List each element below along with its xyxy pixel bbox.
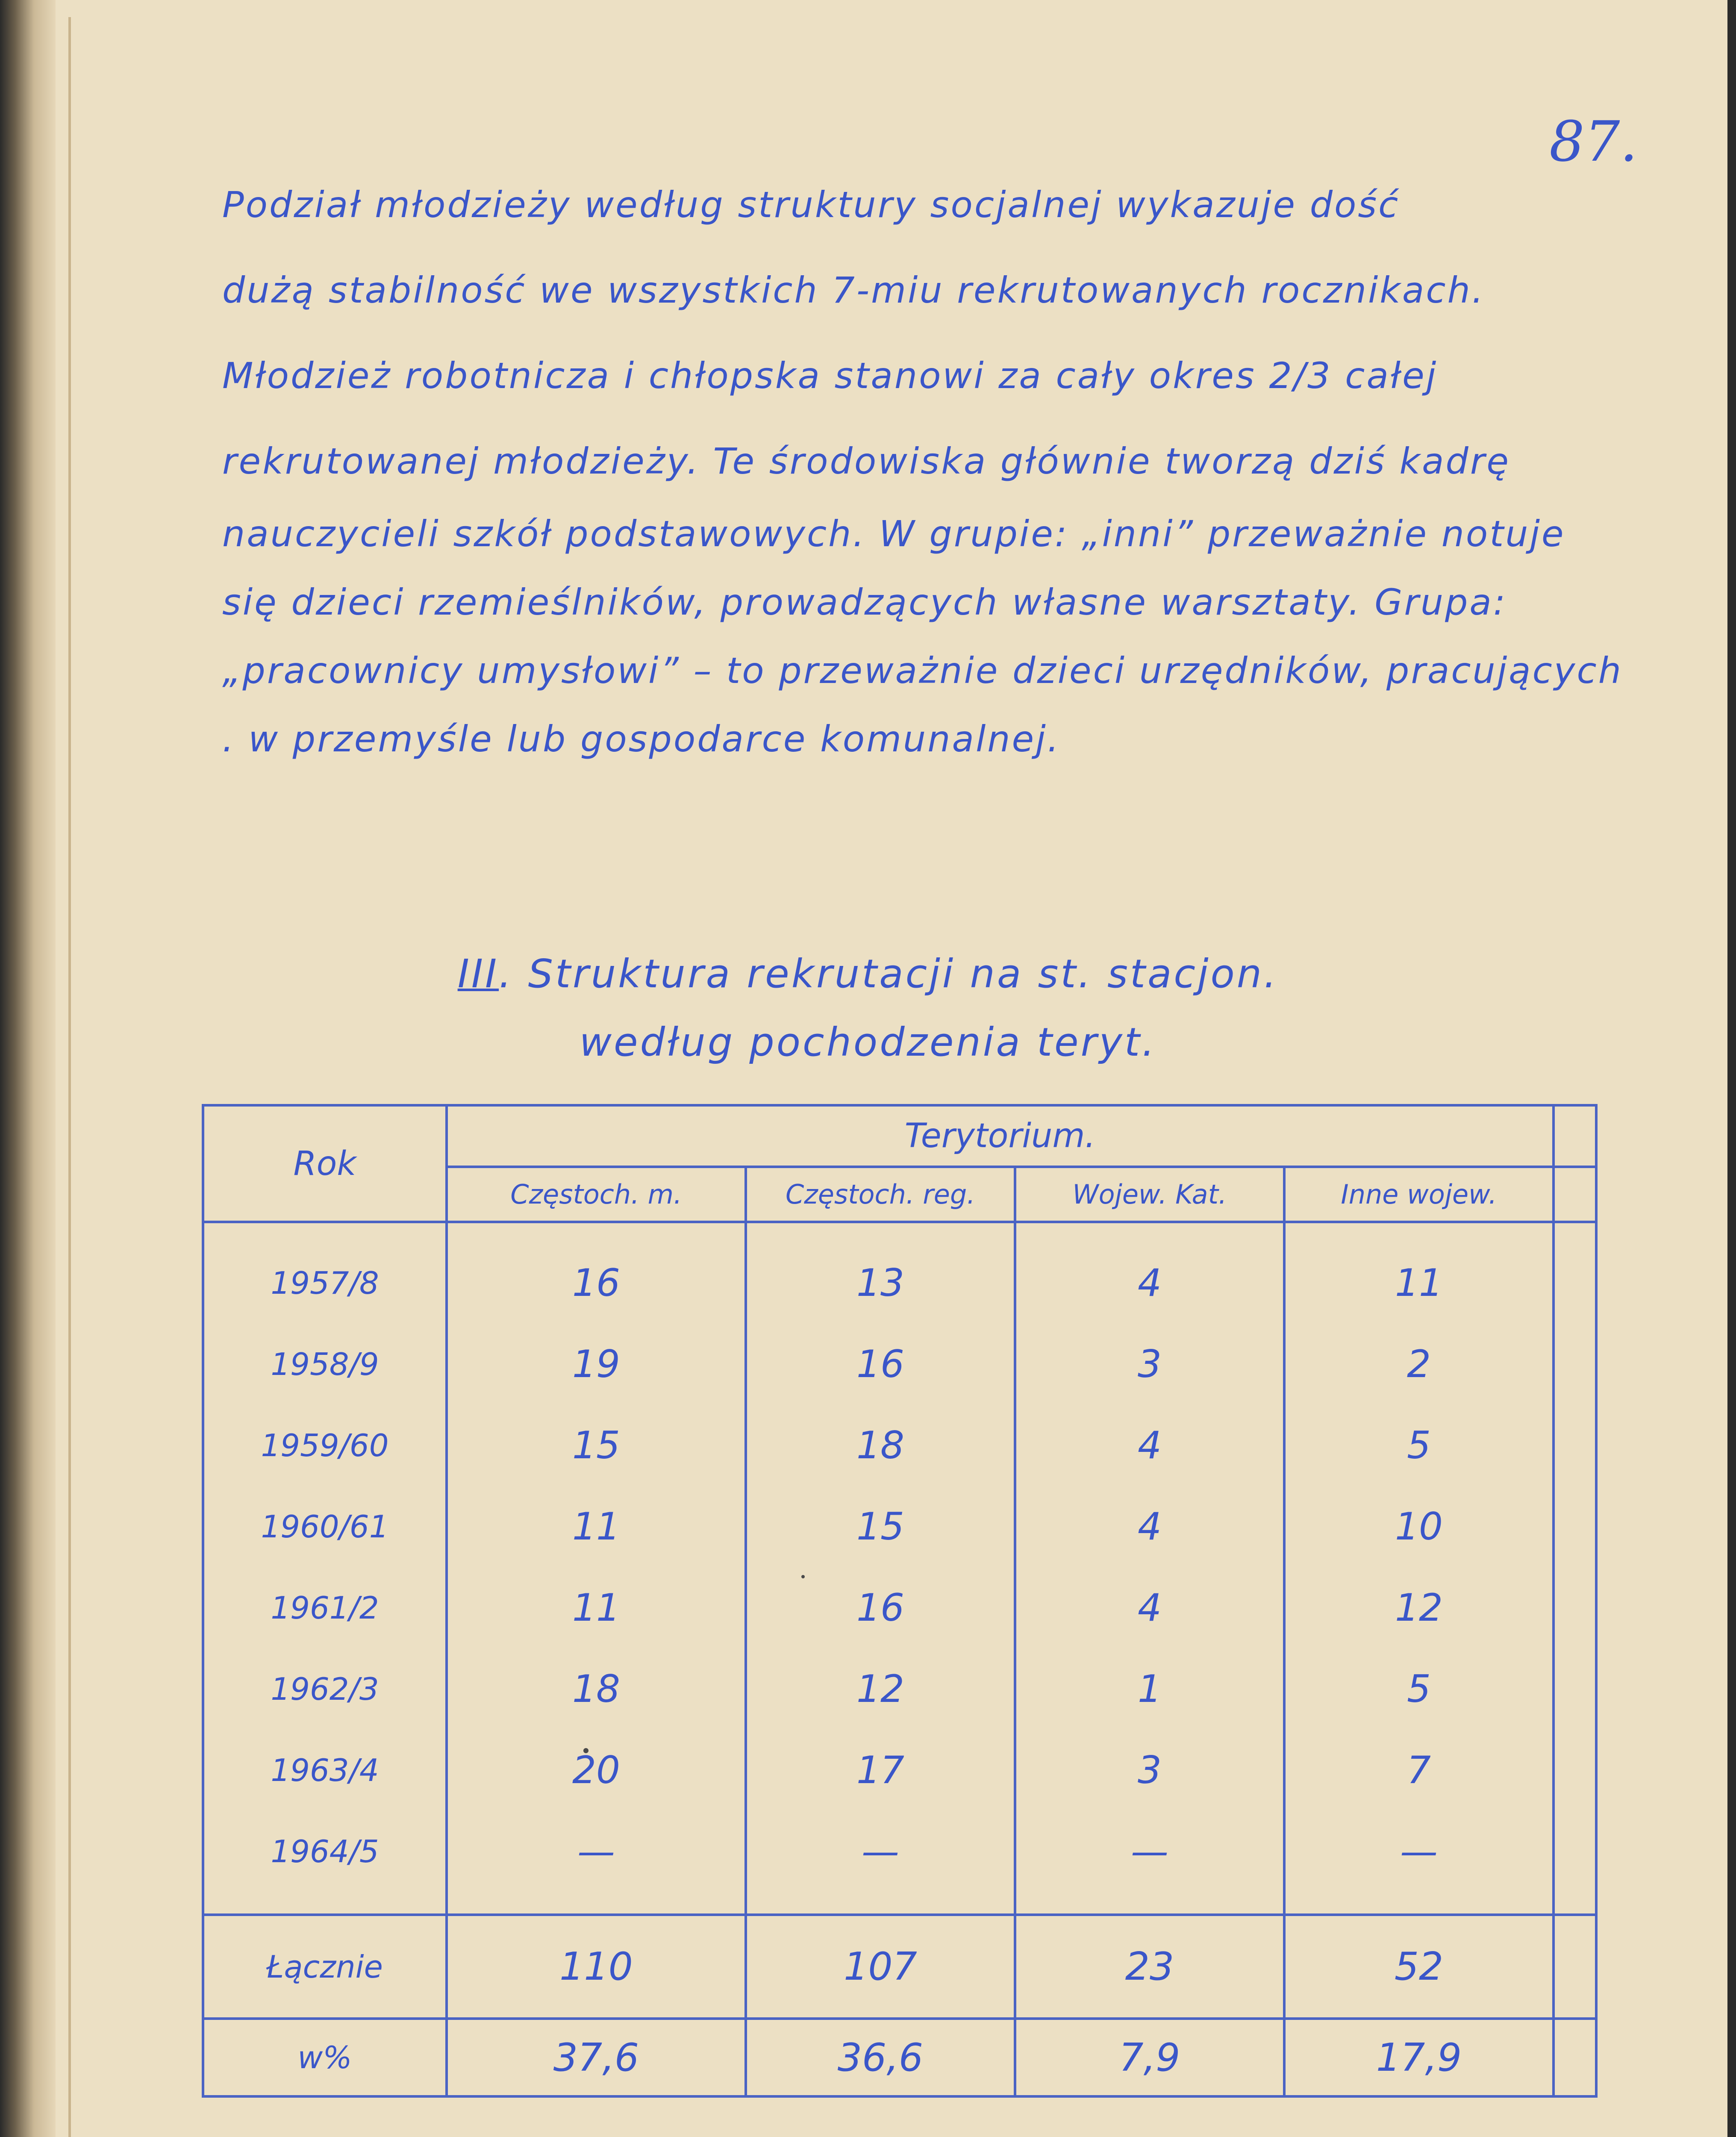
extra-column-cell [1554,1105,1596,1167]
roman-numeral: III [457,951,499,997]
row-year: 1962/3 [271,1671,379,1707]
page-number: 87. [1549,109,1638,174]
row-year: 1960/61 [261,1509,389,1545]
total-cell: 23 [1015,1915,1284,2019]
table-title-line-2: według pochodzenia teryt. [579,1019,1157,1065]
paragraph-line: dużą stabilność we wszystkich 7-miu rekrutowanych rocznikach. [222,269,1485,311]
percent-cell: 37,6 [447,2019,746,2096]
table-cell: 11 [572,1586,620,1630]
table-cell: — [577,1829,615,1874]
paragraph-line: nauczycieli szkół podstawowych. W grupie: „inni” przeważnie notuje [222,513,1565,555]
paragraph-line: Młodzież robotnicza i chłopska stanowi za cały okres 2/3 całej [222,355,1438,397]
row-year: 1957/8 [271,1265,379,1301]
row-year: 1963/4 [271,1752,379,1789]
table-cell: 1 [1138,1667,1162,1711]
other-voivodeships-column [1284,1222,1554,1915]
table-cell: 2 [1407,1342,1431,1386]
table-cell: 10 [1395,1504,1443,1549]
table-cell: 12 [856,1667,904,1711]
table-cell: 4 [1138,1504,1162,1549]
row-year: 1961/2 [271,1590,379,1626]
table-cell: 18 [572,1667,620,1711]
table-title-line-1 [0,951,1736,997]
extra-column-cell [1554,1915,1596,2019]
table-cell: 16 [856,1342,904,1386]
percent-cell: 36,6 [746,2019,1015,2096]
percent-label: w% [203,2019,447,2096]
czestochowa-region-column [746,1222,1015,1915]
table-cell: — [1131,1829,1168,1874]
table-cell: 11 [1395,1261,1443,1305]
table-cell: — [862,1829,899,1874]
row-year: 1964/5 [271,1834,379,1870]
table-cell: 5 [1407,1423,1431,1468]
table-cell: 3 [1138,1342,1162,1386]
table-cell: — [1400,1829,1438,1874]
table-cell: 11 [572,1504,620,1549]
extra-column-cell [1554,1222,1596,1915]
total-label: Łącznie [203,1915,447,2019]
table-cell: 15 [572,1423,620,1468]
scan-edge-right [1727,0,1736,2137]
extra-column-cell [1554,1167,1596,1222]
header-year: Rok [203,1105,447,1222]
table-cell: 7 [1407,1748,1431,1793]
total-row [203,1915,1596,2019]
table-cell: 4 [1138,1261,1162,1305]
paragraph-line: . w przemyśle lub gospodarce komunalnej. [222,718,1061,760]
total-cell: 110 [447,1915,746,2019]
percent-row [203,2019,1596,2096]
table-cell: 18 [856,1423,904,1468]
total-cell: 107 [746,1915,1015,2019]
paragraph-line: rekrutowanej młodzieży. Te środowiska głównie tworzą dziś kadrę [222,440,1511,482]
paragraph-line: Podział młodzieży według struktury socjalnej wykazuje dość [222,184,1400,226]
header-czestochowa-city: Częstoch. m. [447,1167,746,1222]
table-cell: 3 [1138,1748,1162,1793]
table-cell: 19 [572,1342,620,1386]
header-katowice-voivodeship: Wojew. Kat. [1015,1167,1284,1222]
row-year: 1958/9 [271,1346,379,1383]
extra-column-cell [1554,2019,1596,2096]
table-cell: 4 [1138,1586,1162,1630]
table-cell: 16 [572,1261,620,1305]
paragraph-line: „pracownicy umysłowi” – to przeważnie dzieci urzędników, pracujących [222,650,1623,692]
binding-shadow [0,0,56,2137]
table-cell: 4 [1138,1423,1162,1468]
table-cell: 16 [856,1586,904,1630]
years-column [203,1222,447,1915]
percent-cell: 17,9 [1284,2019,1554,2096]
total-cell: 52 [1284,1915,1554,2019]
table-cell: 17 [856,1748,904,1793]
table-cell: 12 [1395,1586,1443,1630]
header-territory: Terytorium. [447,1105,1554,1167]
paragraph-line: się dzieci rzemieślników, prowadzących własne warsztaty. Grupa: [222,581,1507,623]
row-year: 1959/60 [261,1428,389,1464]
table-cell: 15 [856,1504,904,1549]
table-cell: 5 [1407,1667,1431,1711]
binding-margin-line [68,17,71,2137]
title-text: . Struktura rekrutacji na st. stacjon. [499,951,1279,997]
header-other-voivodeships: Inne wojew. [1284,1167,1554,1222]
table-cell: 20 [572,1748,620,1793]
table-cell: 13 [856,1261,904,1305]
czestochowa-city-column [447,1222,746,1915]
katowice-voivodeship-column [1015,1222,1284,1915]
header-czestochowa-region: Częstoch. reg. [746,1167,1015,1222]
percent-cell: 7,9 [1015,2019,1284,2096]
recruitment-table [202,1104,1598,2098]
